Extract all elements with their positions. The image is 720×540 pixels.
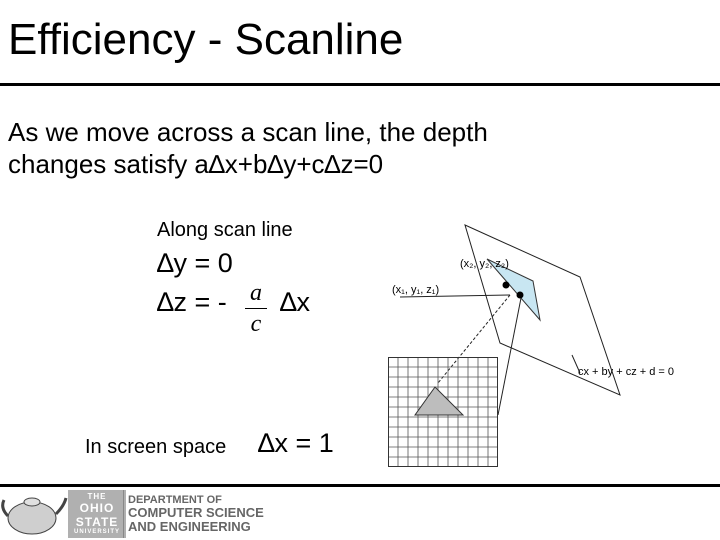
screen-grid	[388, 357, 498, 467]
delta-y-equation: ∆y = 0	[157, 248, 233, 278]
point-p1	[517, 292, 524, 299]
logo-line-the: THE	[87, 492, 107, 501]
bullet-text	[8, 116, 708, 180]
teapot-logo	[0, 490, 68, 538]
p1-label: (x₁, y₁, z₁)	[392, 284, 440, 296]
screen-triangle	[415, 387, 463, 415]
screen-space-equation: ∆x = 1	[258, 428, 334, 458]
fraction-bar	[245, 308, 267, 309]
screen-space-label: In screen space	[85, 436, 227, 458]
teapot-handle	[3, 500, 8, 516]
teapot-spout	[56, 498, 66, 514]
logo-line-university: UNIVERSITY	[73, 529, 120, 535]
fraction-numerator: a	[250, 280, 262, 306]
bullet-line-2: changes satisfy a∆x+b∆y+c∆z=0	[8, 149, 384, 179]
logo-line-ohio: OHIO	[79, 501, 115, 515]
along-scan-line-label: Along scan line	[157, 219, 293, 241]
dept-line-3: AND ENGINEERING	[128, 519, 251, 534]
slide-title: Efficiency - Scanline	[8, 15, 404, 64]
point-p2	[503, 282, 510, 289]
title-divider	[0, 83, 720, 86]
dept-line-2: COMPUTER SCIENCE	[128, 505, 264, 520]
teapot-lid	[24, 498, 40, 506]
bullet-line-1: As we move across a scan line, the depth	[8, 117, 488, 147]
footer-separator	[123, 490, 124, 538]
projection-ray-right	[498, 293, 522, 415]
footer-divider	[0, 484, 720, 487]
p2-label: (x₂, y₂, z₂)	[460, 258, 509, 270]
fraction-a-over-c	[241, 280, 271, 337]
dept-line-1: DEPARTMENT OF	[128, 494, 222, 506]
department-name	[128, 494, 264, 534]
delta-z-equation-left: ∆z = -	[157, 287, 227, 317]
ohio-state-logo	[68, 490, 126, 538]
delta-z-equation-right: ∆x	[280, 287, 311, 317]
teapot-body	[8, 502, 56, 534]
logo-line-state: STATE	[75, 515, 119, 529]
fraction-denominator: c	[250, 311, 262, 337]
plane-equation-label: cx + by + cz + d = 0	[578, 366, 674, 378]
